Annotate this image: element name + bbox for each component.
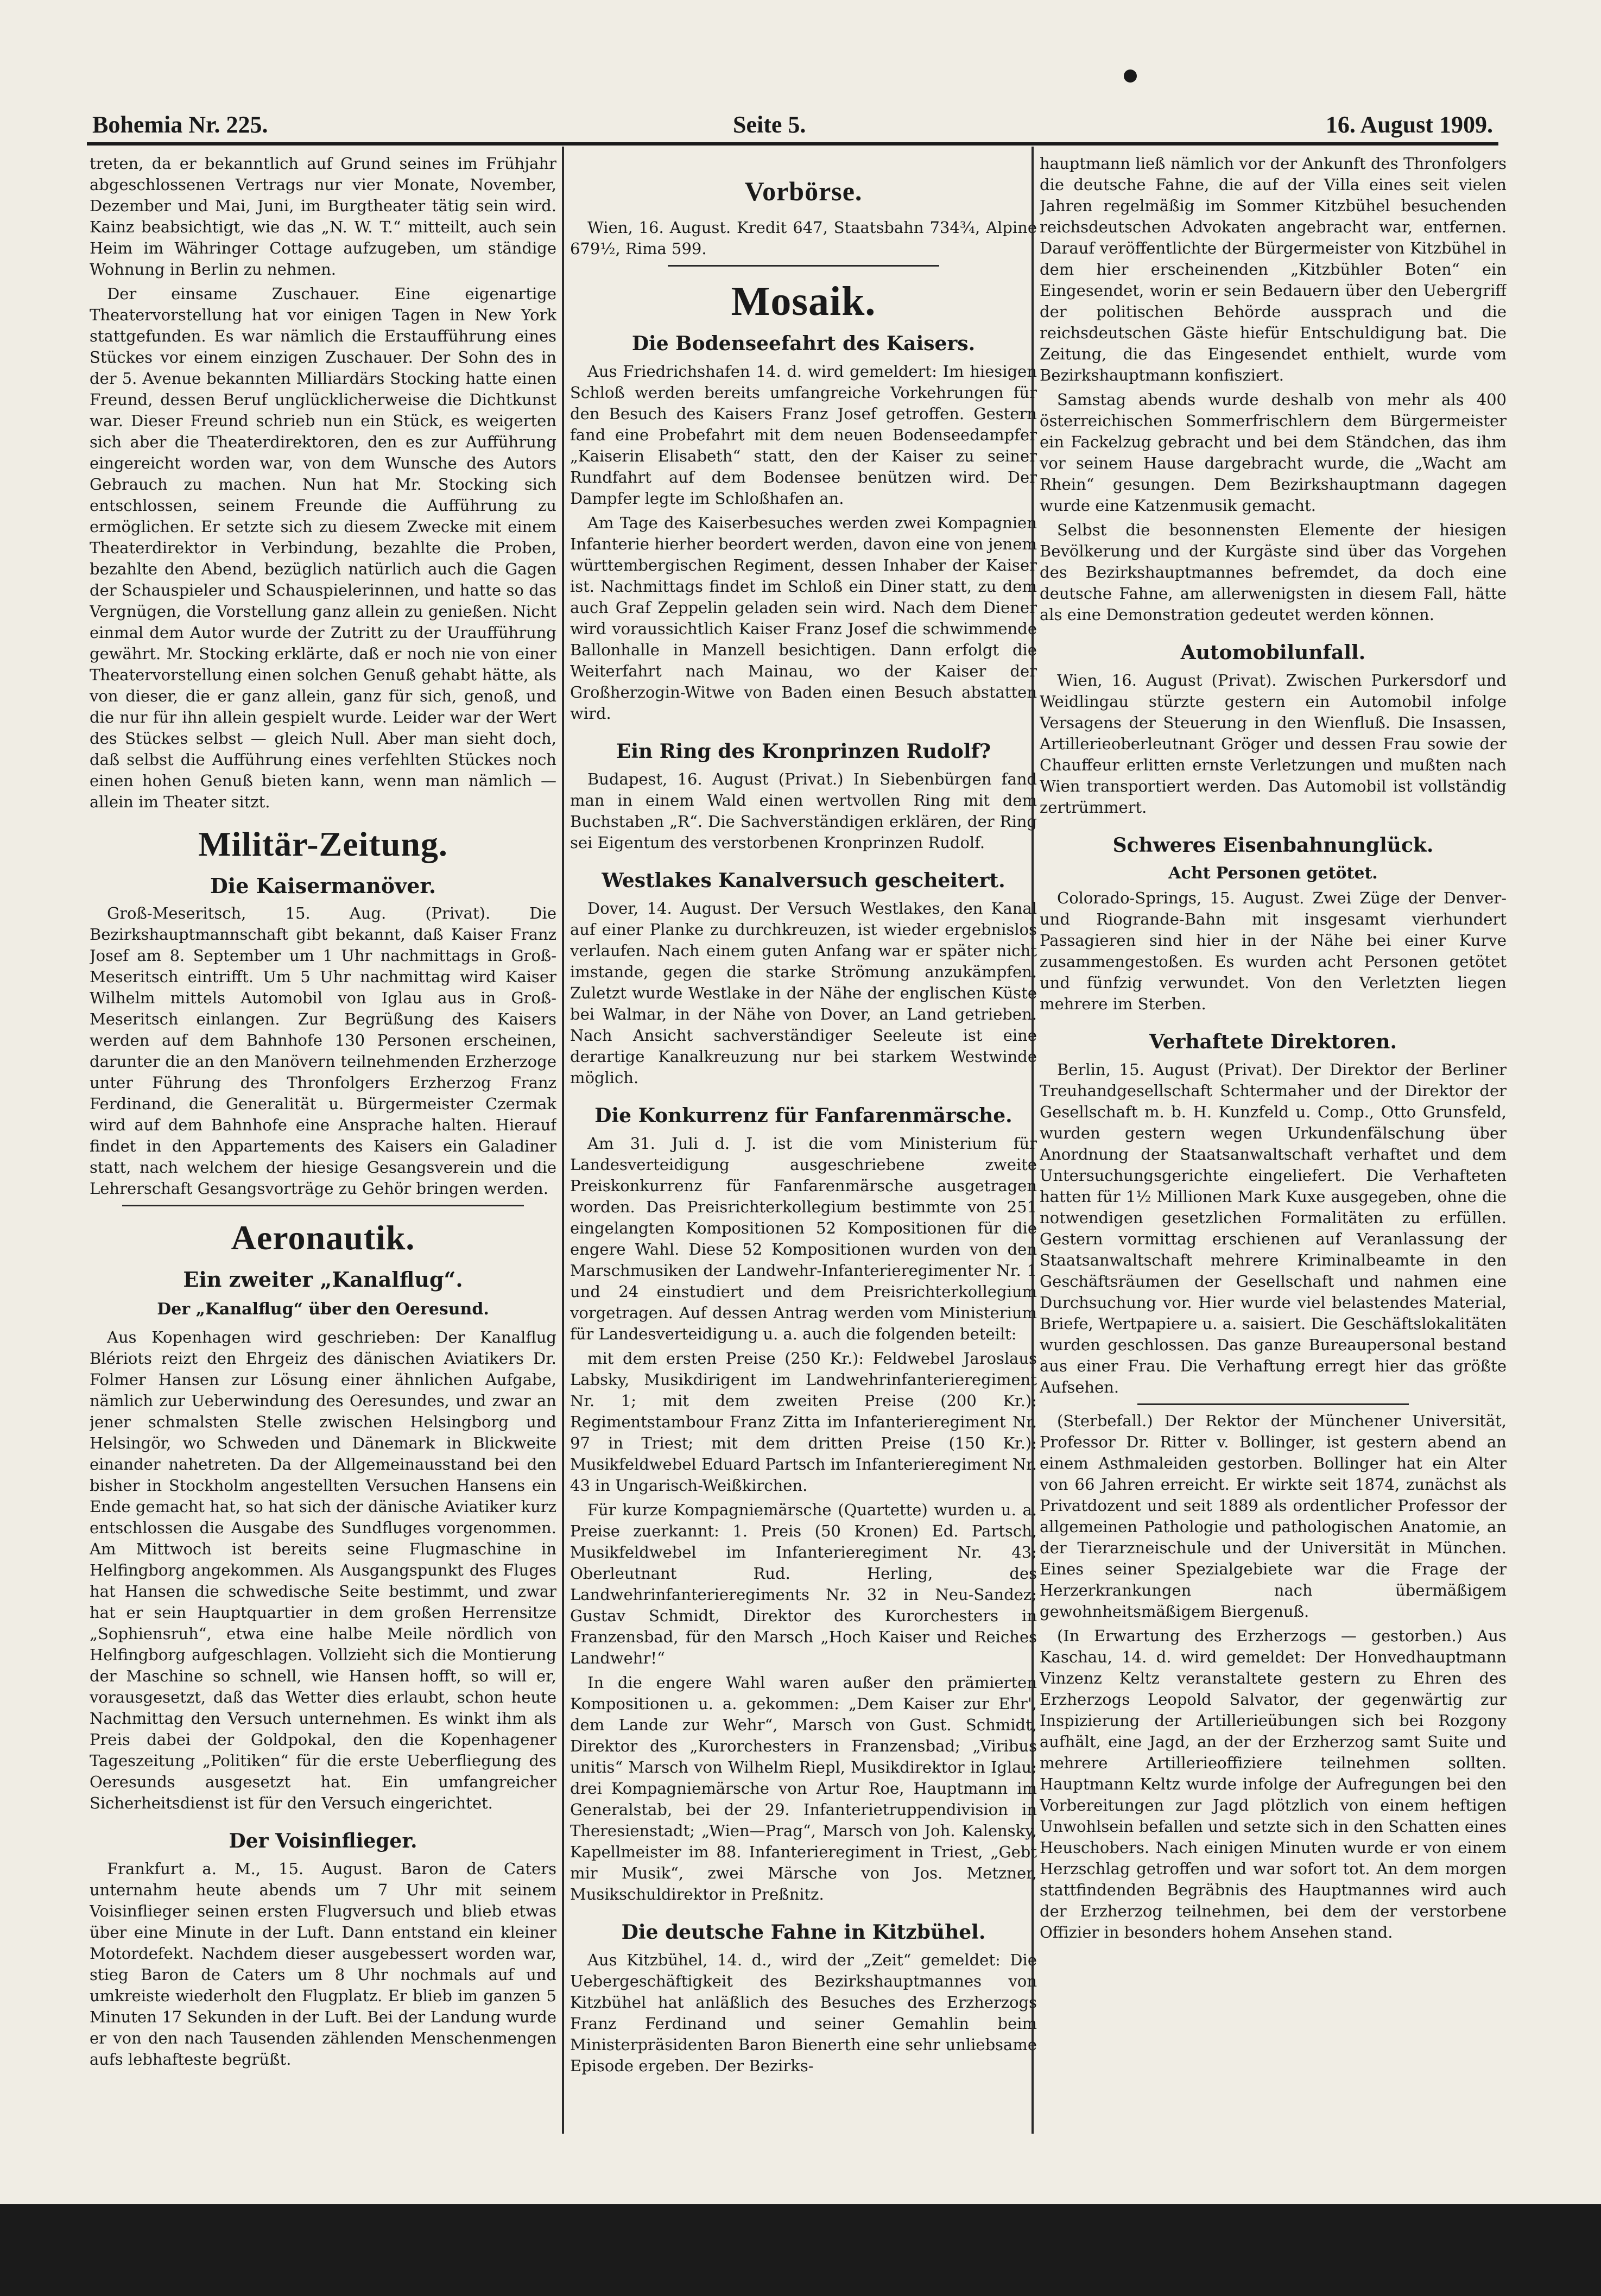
sterbefall-article: (Sterbefall.) Der Rektor der Münchener Universität, Professor Dr. Ritter v. Bollinger, ist gestern abend an einem Asthmaleiden gestorben. Bollinger hat ein Alter von 66 Jahren erreicht. Er wirkte seit 1874, zunächst als Privatdozent und seit 1889 als ordentlicher Professor der allgemeinen Pathologie und pathologischen Anatomie, an der Tierarzneischule und der Universität in München. Eines seiner Spezialgebiete war die Frage der Herzerkrankungen nach übermäßigem gewohnheitsmäßigem Biergenuß. [1040,1412,1507,1621]
kaisermanoever-article: Groß-Meseritsch, 15. Aug. (Privat). Die Bezirkshauptmannschaft gibt bekannt, daß Kaiser Franz Josef am 8. September um 1 Uhr nachmittags in Groß-Meseritsch eintrifft. Um 5 Uhr nachmittag wird Kaiser Wilhelm mittels Automobil von Iglau aus in Groß-Meseritsch einlangen. Zur Begrüßung des Kaisers werden auf dem Bahnhofe 130 Personen erscheinen, darunter die an den Manövern teilnehmenden Erzherzoge unter Führung des Thronfolgers Erzherzog Franz Ferdinand, die Generalität u. Bürgermeister Czermak wird auf dem Bahnhofe eine Ansprache halten. Hierauf findet in den Appartements des Kaisers ein Galadiner statt, nach welchem der hiesige Gesangsverein und die Lehrerschaft Gesangsvorträge zu Gehör bringen werden. [90,904,556,1198]
column-2 [570,153,1037,2140]
column-rule-1 [562,147,564,2134]
fahne-article: Aus Kitzbühel, 14. d., wird der „Zeit“ gemeldet: Die Uebergeschäftigkeit des Bezirkshauptmannes von Kitzbühel hat anläßlich des Besuches des Erzherzogs Franz Ferdinand und seiner Gemahlin beim Ministerpräsidenten Baron Bienerth eine sehr unliebsame Episode ergeben. Der Bezirks- [570,1951,1037,2075]
bodensee-title: Die Bodenseefahrt des Kaisers. [631,332,976,355]
ink-dot [1124,69,1137,83]
zuschauer-article: Der einsame Zuschauer. Eine eigenartige Theatervorstellung hat vor einigen Tagen in New York stattgefunden. Es war nämlich die Erstaufführung eines Stückes vor einem einzigen Zuschauer. Der Sohn des in der 5. Avenue bekannten Milliardärs Stocking hatte einen Freund, dessen Beruf unglücklicherweise die Dichtkunst war. Dieser Freund schrieb nun ein Stück, es weigerten sich aber die Theaterdirektoren, den es zur Aufführung eingereicht worden war, von dem Wunsche des Autors Gebrauch zu machen. Nun hat Mr. Stocking sich entschlossen, seinem Freunde die Aufführung zu ermöglichen. Er setzte sich zu diesem Zwecke mit einem Theaterdirektor in Verbindung, bezahlte die Proben, bezahlte den Abend, bezüglich natürlich auch die Gagen der Schauspieler und Schauspielerinnen, und hatte so das Vergnügen, die Vorstellung ganz allein zu genießen. Nicht einmal dem Autor wurde der Zutritt zu der Uraufführung gewährt. Mr. Stocking erklärte, daß er noch nie von einer Theatervorstellung einen solchen Genuß gehabt hätte, als von dieser, die er ganz allein, ganz für sich, genoß, und die nur für ihn allein gespielt wurde. Leider war der Wert des Stückes selbst — gleich Null. Aber man sieht doch, daß selbst die Aufführung eines verfehlten Stückes noch einen hohen Genuß bieten kann, wenn man nämlich — allein im Theater sitzt. [90,284,556,811]
auto-title: Automobilunfall. [1180,641,1366,664]
westlake-article: Dover, 14. August. Der Versuch Westlakes, den Kanal auf einer Planke zu durchkreuzen, ist wieder ergebnislos verlaufen. Nach einem guten Anfang war er später nicht imstande, gegen die starke Strömung anzukämpfen. Zuletzt wurde Westlake in der Nähe der englischen Küste bei Walmar, in der Nähe von Dover, an Land getrieben. Nach Ansicht sachverständiger Seeleute ist eine derartige Kanalkreuzung nur bei starkem Westwinde möglich. [570,899,1037,1087]
eisenbahn-article: Colorado-Springs, 15. August. Zwei Züge der Denver- und Riogrande-Bahn mit insgesamt vierhundert Passagieren sind hier in der Nähe bei einer Kurve zusammengestoßen. Es wurden acht Personen getötet und fünfzig verwundet. Von den Verletzten liegen mehrere im Sterben. [1040,889,1507,1013]
aeronautik-section-title: Aeronautik. [231,1218,415,1257]
page-header [92,103,1493,147]
fahne-title: Die deutsche Fahne in Kitzbühel. [621,1921,986,1944]
vorboerse-article: Wien, 16. August. Kredit 647, Staatsbahn 734¾, Alpine 679½, Rima 599. [570,218,1037,258]
mosaik-section-title: Mosaik. [731,279,876,324]
ring-article: Budapest, 16. August (Privat.) In Siebenbürgen fand man in einem Wald einen wertvollen Ring mit dem Buchstaben „R“. Die Sachverständigen erklären, der Ring sei Eigentum des verstorbenen Kronprinzen Rudolf. [570,770,1037,852]
header-rule [87,142,1498,146]
westlake-title: Westlakes Kanalversuch gescheitert. [602,869,1005,892]
fahne-fackelzug: Samstag abends wurde deshalb von mehr als 400 österreichischen Sommerfrischlern dem Bürgermeister ein Fackelzug gebracht und bei dem Ständchen, das ihm vor seinem Hause dargebracht wurde, die „Wacht am Rhein“ gesungen. Dem Bezirkshauptmann dagegen wurde eine Katzenmusik gemacht. [1040,390,1507,515]
konkurrenz-prizes: mit dem ersten Preise (250 Kr.): Feldwebel Jaroslaus Labsky, Musikdirigent im Landwehrinfanterieregiment Nr. 1; mit dem zweiten Preise (200 Kr.): Regimentstambour Franz Zitta im Infanterieregiment Nr. 97 in Triest; mit dem dritten Preise (150 Kr.): Musikfeldwebel Eduard Partsch im Infanterieregiment Nr. 43 in Ungarisch-Weißkirchen. [570,1349,1037,1495]
voisin-article: Frankfurt a. M., 15. August. Baron de Caters unternahm heute abends um 7 Uhr mit seinem Voisinflieger seinen ersten Flugversuch und blieb etwas über eine Minute in der Luft. Dann entstand ein kleiner Motordefekt. Nachdem dieser ausgebessert worden war, stieg Baron de Caters um 8 Uhr nochmals auf und umkreiste wiederholt den Flugplatz. Er blieb im ganzen 5 Minuten 17 Sekunden in der Luft. Bei der Landung wurde er von den nach Tausenden zählenden Menschenmengen aufs lebhafteste begrüßt. [90,1859,556,2069]
auto-article: Wien, 16. August (Privat). Zwischen Purkersdorf und Weidlingau stürzte gestern ein Automobil infolge Versagens der Steuerung in den Wienfluß. Die Insassen, Artillerieoberleutnant Gröger und dessen Frau sowie der Chauffeur erlitten ernste Verletzungen und mußten nach Wien transportiert werden. Das Automobil ist vollständig zertrümmert. [1040,671,1507,817]
column-3 [1040,153,1507,2140]
direktoren-article: Berlin, 15. August (Privat). Der Direktor der Berliner Treuhandgesellschaft Schtermaher und der Direktor der Gesellschaft m. b. H. Kunzfeld u. Comp., Otto Grunsfeld, wurden gestern wegen Urkundenfälschung über Anordnung der Staatsanwaltschaft verhaftet und dem Untersuchungsgerichte eingeliefert. Die Verhafteten hatten für 1½ Millionen Mark Kuxe ausgegeben, ohne die notwendigen gesetzlichen Formalitäten zu erfüllen. Gestern vormittag erschienen auf Veranlassung der Staatsanwaltschaft mehrere Kriminalbeamte in den Geschäftsräumen der Gesellschaft und nahmen eine Durchsuchung vor. Hier wurde viel belastendes Material, Briefe, Wertpapiere u. a. saisiert. Die Geschäftslokalitäten wurden geschlossen. Das ganze Bureaupersonal bestand aus einer Frau. Die Verhaftung erregt hier das größte Aufsehen. [1040,1060,1507,1396]
voisin-title: Der Voisinflieger. [229,1830,417,1852]
page-number: Seite 5. [733,111,806,138]
eisenbahn-title: Schweres Eisenbahnunglück. [1112,834,1434,857]
section-divider [668,265,939,267]
militaer-section-title: Militär-Zeitung. [198,825,448,863]
kaisermanoever-title: Die Kaisermanöver. [210,874,436,898]
konkurrenz-quartette: Für kurze Kompagniemärsche (Quartette) wurden u. a. Preise zuerkannt: 1. Preis (50 Kronen) Ed. Partsch, Musikfeldwebel im Infanterieregiment Nr. 43; Oberleutnant Rud. Herling, des Landwehrinfanterieregiments Nr. 32 in Neu-Sandez; Gustav Schmidt, Direktor des Kurorchesters in Franzensbad, für den Marsch „Hoch Kaiser und Reiches Landwehr!“ [570,1501,1037,1667]
fahne-article-continued: hauptmann ließ nämlich vor der Ankunft des Thronfolgers die deutsche Fahne, die auf der Villa eines seit vielen Jahren regelmäßig im Sommer Kitzbühel besuchenden reichsdeutschen Advokaten angebracht war, entfernen. Darauf veröffentlichte der Bürgermeister von Kitzbühel in dem hier erscheinenden „Kitzbühler Boten“ ein Eingesendet, worin er sein Bedauern über den Uebergriff der politischen Behörde aussprach und die reichsdeutschen Gäste hiefür Entschuldigung bat. Die Zeitung, die das Eingesendet enthielt, wurde vom Bezirkshauptmann konfisziert. [1040,154,1507,384]
bodensee-article: Aus Friedrichshafen 14. d. wird gemeldert: Im hiesigen Schloß werden bereits umfangreiche Vorkehrungen für den Besuch des Kaisers Franz Josef getroffen. Gestern fand eine Probefahrt mit dem neuen Bodenseedampfer „Kaiserin Elisabeth“ statt, den der Kaiser zu seiner Rundfahrt auf dem Bodensee benützen wird. Der Dampfer legte im Schloßhafen an. [570,362,1037,508]
erzherzog-article: (In Erwartung des Erzherzogs — gestorben.) Aus Kaschau, 14. d. wird gemeldet: Der Honvedhauptmann Vinzenz Keltz veranstaltete gestern zu Ehren des Erzherzogs Leopold Salvator, der gegenwärtig zur Inspizierung der Artillerieübungen sich bei Rozgony aufhält, eine Jagd, an der der Erzherzog samt Suite und mehrere Artillerieoffiziere teilnehmen sollten. Hauptmann Keltz wurde infolge der Aufregungen bei den Vorbereitungen zur Jagd plötzlich von einem heftigen Unwohlsein befallen und setzte sich in den Schatten eines Heuschobers. Nach einigen Minuten wurde er von einem Herzschlag getroffen und war sofort tot. An dem morgen stattfindenden Begräbnis des Hauptmannes wird auch der Erzherzog teilnehmen, bei dem der verstorbene Offizier in besonders hohem Ansehen stand. [1040,1627,1507,1941]
section-divider [1137,1403,1409,1405]
kainz-article: treten, da er bekanntlich auf Grund seines im Frühjahr abgeschlossenen Vertrags nur vier Monate, November, Dezember und Mai, Juni, im Burgtheater tätig sein wird. Kainz beabsichtigt, wie das „N. W. T.“ mitteilt, auch sein Heim im Währinger Cottage aufzugeben, um ständige Wohnung in Berlin zu nehmen. [90,154,556,279]
konkurrenz-engere-wahl: In die engere Wahl waren außer den prämierten Kompositionen u. a. gekommen: „Dem Kaiser zur Ehr', dem Lande zur Wehr“, Marsch von Gust. Schmidt, Direktor des „Kurorchesters in Franzensbad; „Viribus unitis“ Marsch von Wilhelm Riepl, Musikdirektor in Iglau; drei Kompagniemärsche von Artur Roe, Hauptmann im Generalstab, bei der 29. Infanterietruppendivision in Theresienstadt; „Wien—Prag“, Marsch von Joh. Kalensky, Kapellmeister im 88. Infanterieregiment in Triest, „Gebt mir Musik“, zwei Märsche von Jos. Metzner, Musikschuldirektor in Preßnitz. [570,1673,1037,1903]
kanalflug-article: Aus Kopenhagen wird geschrieben: Der Kanalflug Blériots reizt den Ehrgeiz des dänischen Aviatikers Dr. Folmer Hansen zur Lösung einer ähnlichen Aufgabe, nämlich zur Ueberwindung des Oeresundes, und zwar an jener schmalsten Stelle zwischen Helsingborg und Helsingör, wo Schweden und Dänemark in Blickweite einander nahetreten. Da der Allgemeinausstand bei den bisher in Stockholm angestellten Versuchen Hansens ein Ende gemacht hat, so hat sich der dänische Aviatiker kurz entschlossen die Ausgabe des Sundfluges vorgenommen. Am Mittwoch ist bereits seine Flugmaschine in Helfingborg angekommen. Als Ausgangspunkt des Fluges hat Hansen die schwedische Seite bestimmt, und zwar hat er sein Hauptquartier in dem großen Herrensitze „Sophiensruh“, etwa eine halbe Meile nördlich von Helfingborg aufgeschlagen. Vollzieht sich die Montierung der Maschine so schnell, wie Hansen hofft, so will er, vorausgesetzt, daß das Wetter dies erlaubt, schon heute Nachmittag den Versuch unternehmen. Es winkt ihm als Preis dabei der Goldpokal, den die Kopenhagener Tageszeitung „Politiken“ für die erste Ueberfliegung des Oeresunds ausgesetzt hat. Ein umfangreicher Sicherheitsdienst ist für den Versuch eingerichtet. [90,1328,556,1812]
ring-title: Ein Ring des Kronprinzen Rudolf? [616,740,991,763]
konkurrenz-title: Die Konkurrenz für Fanfarenmärsche. [594,1104,1013,1127]
eisenbahn-subtitle: Acht Personen getötet. [1168,864,1378,883]
section-divider [122,1205,524,1206]
scan-bottom-edge [0,2204,1601,2296]
kanalflug-title: Ein zweiter „Kanalflug“. [183,1267,463,1292]
vorboerse-title: Vorbörse. [744,176,863,206]
issue-label: Bohemia Nr. 225. [92,111,268,138]
issue-date: 16. August 1909. [1325,111,1493,138]
bodensee-article-2: Am Tage des Kaiserbesuches werden zwei Kompagnien Infanterie hierher beordert werden, davon eine von jenem württembergischen Regiment, dessen Inhaber der Kaiser ist. Nachmittags findet im Schloß ein Diner statt, zu dem auch Graf Zeppelin geladen sein wird. Nach dem Diener wird voraussichtlich Kaiser Franz Josef die schwimmende Ballonhalle in Manzell besichtigen. Dann erfolgt die Weiterfahrt nach Mainau, wo der Kaiser der Großherzogin-Witwe von Baden einen Besuch abstatten wird. [570,514,1037,723]
fahne-conclusion: Selbst die besonnensten Elemente der hiesigen Bevölkerung und der Kurgäste sind über das Vorgehen des Bezirkshauptmannes befremdet, da doch eine deutsche Fahne, am allerwenigsten in diesem Fall, hätte als eine Demonstration gedeutet werden können. [1040,521,1507,624]
oeresund-subtitle: Der „Kanalflug“ über den Oeresund. [157,1300,489,1319]
konkurrenz-article: Am 31. Juli d. J. ist die vom Ministerium für Landesverteidigung ausgeschriebene zweite Preiskonkurrenz für Fanfarenmärsche ausgetragen worden. Das Preisrichterkollegium bestimmte von 251 eingelangten Kompositionen 52 Kompositionen für die engere Wahl. Diese 52 Kompositionen wurden von den Marschmusiken der Landwehr-Infanterieregimenter Nr. 1 und 24 einstudiert und dem Preisrichterkollegium vorgetragen. Auf dessen Antrag werden vom Ministerium für Landesverteidigung u. a. auch die folgenden beteilt: [570,1134,1037,1343]
column-1 [90,153,556,2140]
direktoren-title: Verhaftete Direktoren. [1149,1030,1397,1053]
